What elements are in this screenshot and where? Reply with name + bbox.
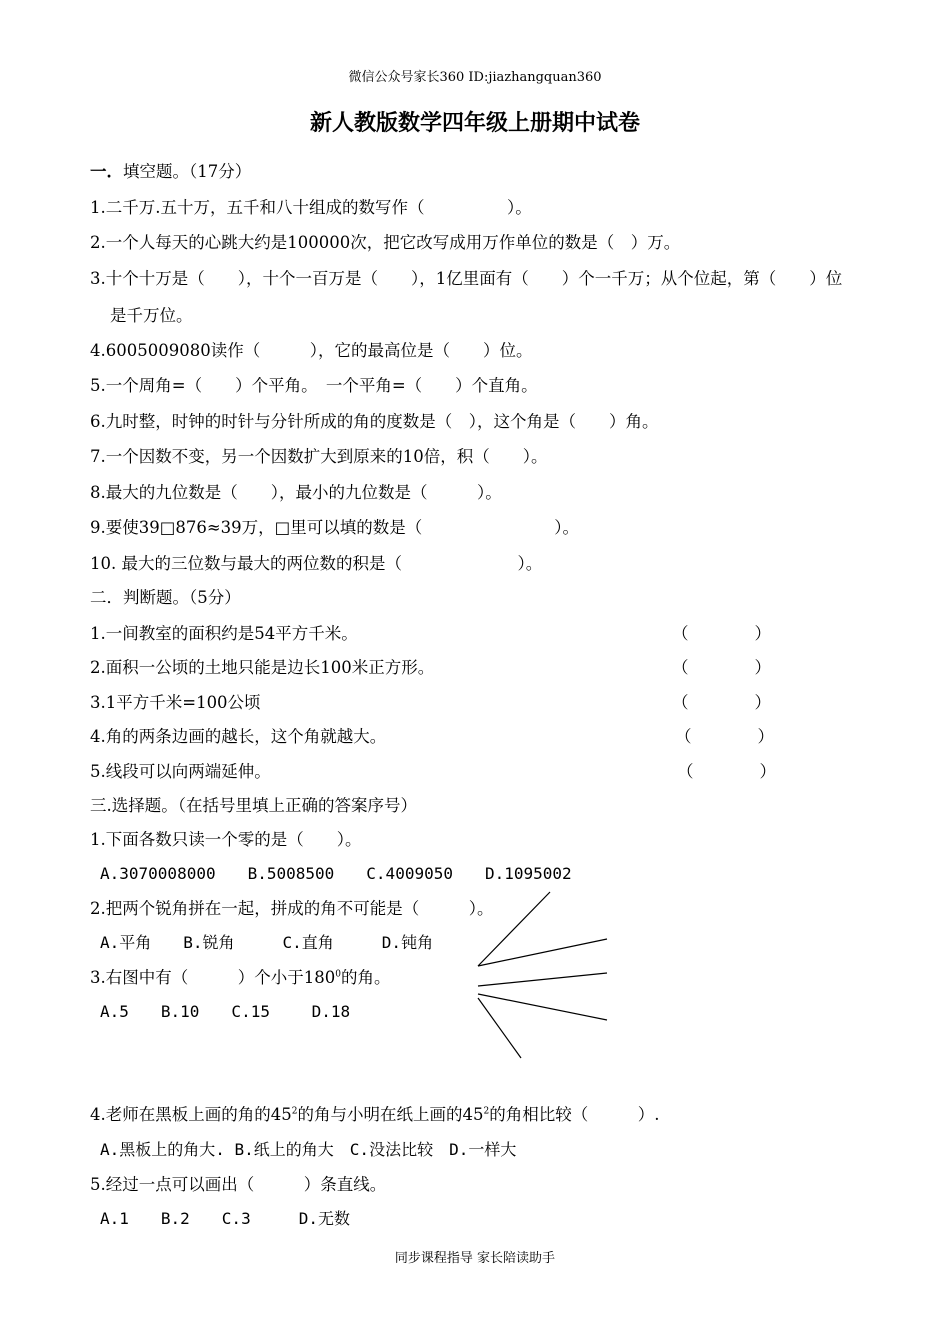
options-3-4: A.黑板上的角大. B.纸上的角大 C.没法比较 D.一样大	[100, 1140, 517, 1159]
section1-heading-text: 填空题。（17分）	[123, 162, 252, 181]
page-footer: 同步课程指导 家长陪读助手	[394, 1251, 556, 1266]
question-3-3-text: 3.右图中有（ ）个小于180	[90, 968, 336, 987]
question-1-10: 10. 最大的三位数与最大的两位数的积是（ ）。	[90, 554, 543, 573]
question-3-2: 2.把两个锐角拼在一起，拼成的角不可能是（ ）。	[90, 899, 494, 918]
question-1-7: 7.一个因数不变，另一个因数扩大到原来的10倍，积（ ）。	[90, 447, 548, 466]
question-3-4	[90, 1101, 659, 1125]
answer-paren-2-3: （ ）	[672, 693, 771, 712]
question-3-5: 5.经过一点可以画出（ ）条直线。	[90, 1175, 387, 1194]
options-3-1: A.3070008000 B.5008500 C.4009050 D.1095002	[100, 864, 572, 883]
question-3-3-text-end: 的角。	[340, 968, 391, 987]
question-2-1: 1.一间教室的面积约是54平方千米。	[90, 624, 358, 643]
question-2-5: 5.线段可以向两端延伸。	[90, 762, 271, 781]
question-3-1: 1.下面各数只读一个零的是（ ）。	[90, 830, 362, 849]
ray-5	[478, 998, 521, 1058]
options-3-2: A.平角 B.锐角 C.直角 D.钝角	[100, 933, 434, 952]
ray-1	[478, 892, 550, 966]
section2-heading: 二．判断题。（5分）	[90, 588, 241, 607]
question-3-4-text-a: 4.老师在黑板上画的角的45	[90, 1105, 292, 1124]
options-3-3: A.5 B.10 C.15 D.18	[100, 1002, 351, 1021]
page-title: 新人教版数学四年级上册期中试卷	[309, 111, 640, 136]
angle-rays-figure	[470, 886, 620, 1066]
question-1-3: 3.十个十万是（ ），十个一百万是（ ），1亿里面有（ ）个一千万；从个位起，第（ ）位	[90, 269, 843, 288]
section3-heading: 三.选择题。（在括号里填上正确的答案序号）	[90, 796, 417, 815]
question-1-3-cont: 是千万位。	[110, 306, 193, 325]
question-2-4: 4.角的两条边画的越长，这个角就越大。	[90, 727, 387, 746]
superscript-2: 2	[483, 1106, 490, 1117]
question-1-1: 1.二千万.五十万，五千和八十组成的数写作（ ）。	[90, 198, 532, 217]
answer-paren-2-2: （ ）	[672, 658, 771, 677]
section1-number: 一．	[90, 162, 123, 181]
answer-paren-2-5: （ ）	[677, 762, 776, 781]
question-1-6: 6.九时整，时钟的时针与分针所成的角的度数是（ ），这个角是（ ）角。	[90, 412, 659, 431]
question-1-8: 8.最大的九位数是（ ），最小的九位数是（ ）。	[90, 483, 502, 502]
question-1-4: 4.6005009080读作（ ），它的最高位是（ ）位。	[90, 341, 533, 360]
superscript-1: 2	[291, 1106, 298, 1117]
ray-2	[478, 939, 607, 966]
ray-4	[478, 994, 607, 1020]
question-1-5: 5.一个周角=（ ）个平角。 一个平角=（ ）个直角。	[90, 376, 538, 395]
question-3-4-text-b: 的角与小明在纸上画的45	[297, 1105, 484, 1124]
section1-heading	[90, 158, 251, 182]
question-3-4-text-c: 的角相比较（ ）.	[489, 1105, 660, 1124]
answer-paren-2-1: （ ）	[672, 624, 771, 643]
ray-3	[478, 973, 607, 986]
question-1-9: 9.要使39□876≈39万，□里可以填的数是（ ）。	[90, 518, 579, 537]
question-2-2: 2.面积一公顷的土地只能是边长100米正方形。	[90, 658, 435, 677]
degree-superscript: 0	[335, 969, 341, 980]
options-3-5: A.1 B.2 C.3 D.无数	[100, 1209, 350, 1228]
question-1-2: 2.一个人每天的心跳大约是100000次，把它改写成用万作单位的数是（ ）万。	[90, 233, 681, 252]
question-2-3: 3.1平方千米=100公顷	[90, 693, 261, 712]
answer-paren-2-4: （ ）	[675, 727, 774, 746]
question-3-3	[90, 964, 390, 988]
page-header: 微信公众号家长360 ID:jiazhangquan360	[348, 70, 602, 85]
